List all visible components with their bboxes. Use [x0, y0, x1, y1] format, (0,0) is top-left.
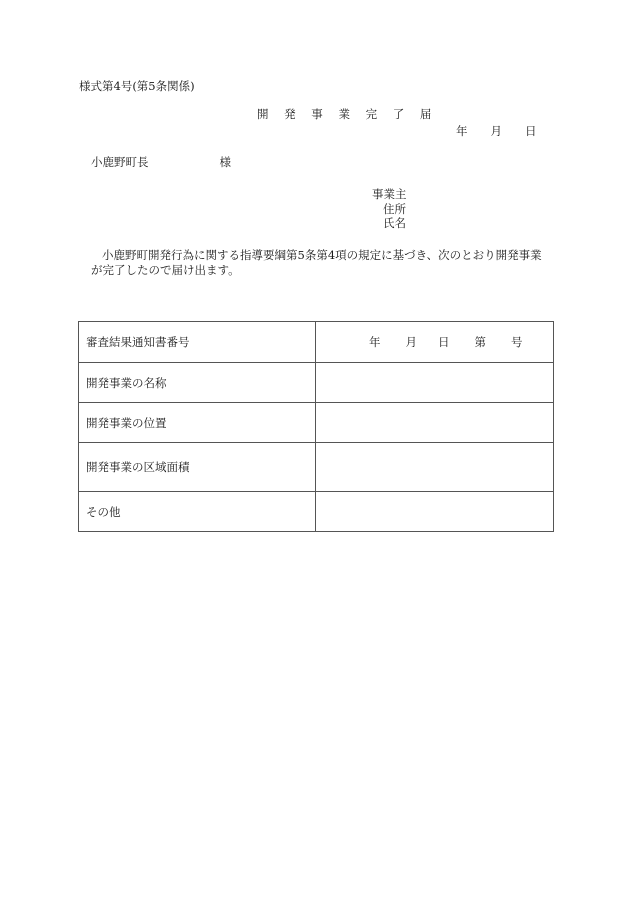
notice-month-label: 月 — [405, 335, 417, 349]
table-row — [79, 363, 554, 403]
notice-number-value-cell[interactable] — [316, 322, 554, 363]
project-area-value-cell[interactable] — [316, 443, 554, 492]
row-label-project-name: 開発事業の名称 — [79, 363, 316, 403]
applicant-name-label: 氏名 — [383, 216, 406, 230]
notice-year-label: 年 — [369, 335, 381, 349]
row-label-notice-number: 審査結果通知書番号 — [79, 322, 316, 363]
body-text-line-2: が完了したので届け出ます。 — [91, 262, 240, 277]
table-row — [79, 492, 554, 532]
table-row — [79, 403, 554, 443]
project-name-value-cell[interactable] — [316, 363, 554, 403]
row-label-project-location: 開発事業の位置 — [79, 403, 316, 443]
document-title: 開 発 事 業 完 了 届 — [257, 107, 438, 121]
date-day-label: 日 — [525, 124, 537, 138]
notice-go-label: 号 — [511, 335, 523, 349]
detail-table — [78, 321, 554, 532]
addressee-name: 小鹿野町長 — [91, 155, 149, 169]
addressee — [91, 157, 231, 169]
row-label-project-area: 開発事業の区域面積 — [79, 443, 316, 492]
date-line — [456, 126, 537, 138]
body-text — [91, 248, 556, 277]
other-value-cell[interactable] — [316, 492, 554, 532]
row-label-other: その他 — [79, 492, 316, 532]
table-row — [79, 322, 554, 363]
table-row — [79, 443, 554, 492]
notice-no-label: 第 — [474, 335, 486, 349]
notice-day-label: 日 — [438, 335, 450, 349]
date-year-label: 年 — [456, 124, 468, 138]
form-number: 様式第4号(第5条関係) — [79, 79, 195, 93]
addressee-honorific: 様 — [219, 155, 231, 169]
date-month-label: 月 — [490, 124, 502, 138]
applicant-block — [372, 187, 407, 231]
applicant-label: 事業主 — [372, 187, 407, 201]
body-text-line-1: 小鹿野町開発行為に関する指導要綱第5条第4項の規定に基づき、次のとおり開発事業 — [102, 248, 542, 262]
applicant-address-label: 住所 — [383, 201, 406, 216]
project-location-value-cell[interactable] — [316, 403, 554, 443]
